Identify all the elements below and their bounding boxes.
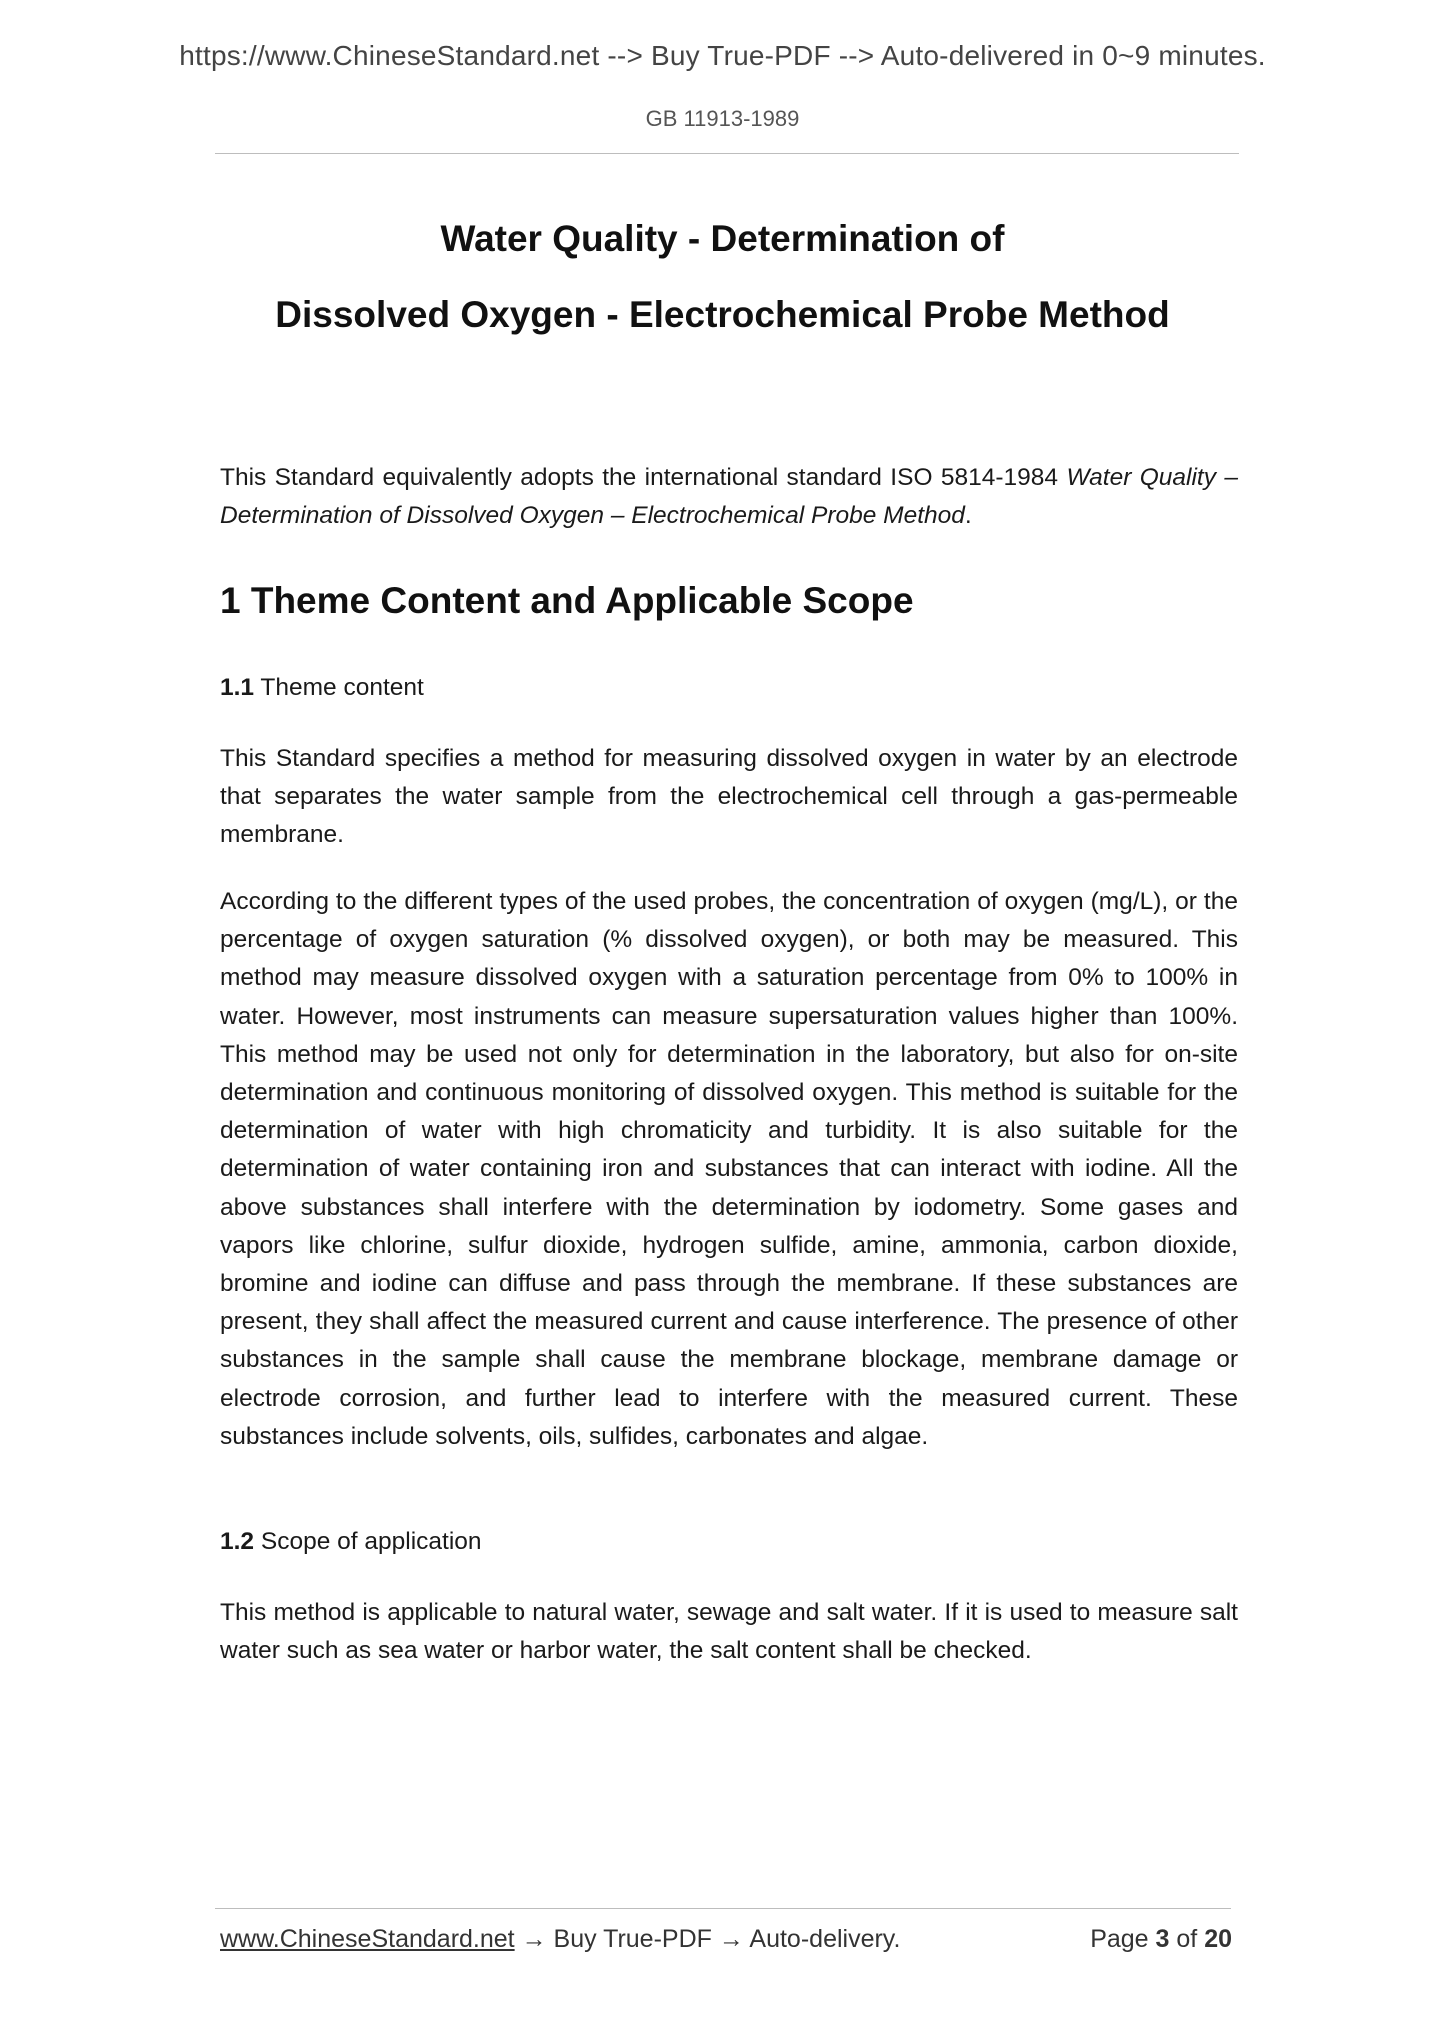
paragraph-text: According to the different types of the used probes, the concentration of oxygen (mg/L), or the percentage of oxygen saturation (% dissolved oxygen), or both may be measured. This method may measure dissolved oxygen with a saturation percentage from 0% to 100% in water. However, most instruments can measure supersaturation values higher than 100%. This method may be used not only for determination in the laboratory, but also for on-site determination and continuous monitoring of dissolved oxygen. This method is suitable for the determination of water with high chromaticity and turbidity. It is also suitable for the determination of water containing iron and substances that can interact with iodine. All the above substances shall interfere with the determination by iodometry. Some gases and vapors like chlorine, sulfur dioxide, hydrogen sulfide, amine, ammonia, carbon dioxide, bromine and iodine can diffuse and pass through the membrane. If these substances are present, they shall affect the measured current and cause interference. The presence of other substances in the sample shall cause the membrane blockage, membrane damage or electrode corrosion, and further lead to interfere with the measured current. These substances include solvents, oils, sulfides, carbonates and algae. [220, 888, 1238, 1450]
intro-iso-title: Water Quality – Determination of Dissolved Oxygen – Electrochemical Probe Method [220, 464, 1239, 530]
section-1-heading: 1 Theme Content and Applicable Scope [220, 580, 914, 621]
page-footer [220, 1925, 1232, 1954]
intro-lead: This Standard equivalently adopts the international standard ISO 5814-1984 [220, 464, 1067, 491]
scope-paragraph [220, 1594, 1238, 1670]
footer-buy-text: Buy True-PDF [546, 1925, 719, 1953]
paragraph-text: This method is applicable to natural water, sewage and salt water. If it is used to measure salt water such as sea water or harbor water, the salt content shall be checked. [220, 1599, 1238, 1665]
footer-divider [215, 1908, 1231, 1909]
subsection-1-2-heading [220, 1528, 482, 1556]
subsection-1-1-number: 1.1 [220, 674, 255, 701]
page-title-line-1: Water Quality - Determination of [440, 218, 1005, 259]
header-divider [215, 153, 1239, 154]
of-label: of [1169, 1925, 1205, 1953]
theme-content-paragraph-1 [220, 740, 1238, 855]
intro-paragraph [220, 459, 1238, 535]
current-page: 3 [1155, 1925, 1170, 1953]
intro-end: . [964, 502, 972, 530]
source-banner: https://www.ChineseStandard.net --> Buy True-PDF --> Auto-delivered in 0~9 minutes. [179, 40, 1266, 71]
subsection-1-1-label: Theme content [254, 674, 424, 701]
page-number [1090, 1925, 1232, 1954]
arrow-right-icon: → [718, 1925, 744, 1953]
page-title-line-2: Dissolved Oxygen - Electrochemical Probe Method [275, 294, 1170, 335]
footer-site-link[interactable]: www.ChineseStandard.net [220, 1925, 515, 1953]
theme-content-paragraph-2 [220, 883, 1238, 1456]
subsection-1-2-label: Scope of application [254, 1528, 482, 1555]
arrow-right-icon: → [521, 1925, 547, 1953]
paragraph-text: This Standard specifies a method for measuring dissolved oxygen in water by an electrode that separates the water sample from the electrochemical cell through a gas-permeable membrane. [220, 745, 1238, 849]
subsection-1-1-heading [220, 674, 424, 702]
page-label: Page [1090, 1925, 1156, 1953]
footer-auto-text: Auto-delivery. [743, 1925, 901, 1953]
total-pages: 20 [1204, 1925, 1232, 1953]
subsection-1-2-number: 1.2 [220, 1528, 255, 1555]
document-id: GB 11913-1989 [645, 106, 800, 131]
